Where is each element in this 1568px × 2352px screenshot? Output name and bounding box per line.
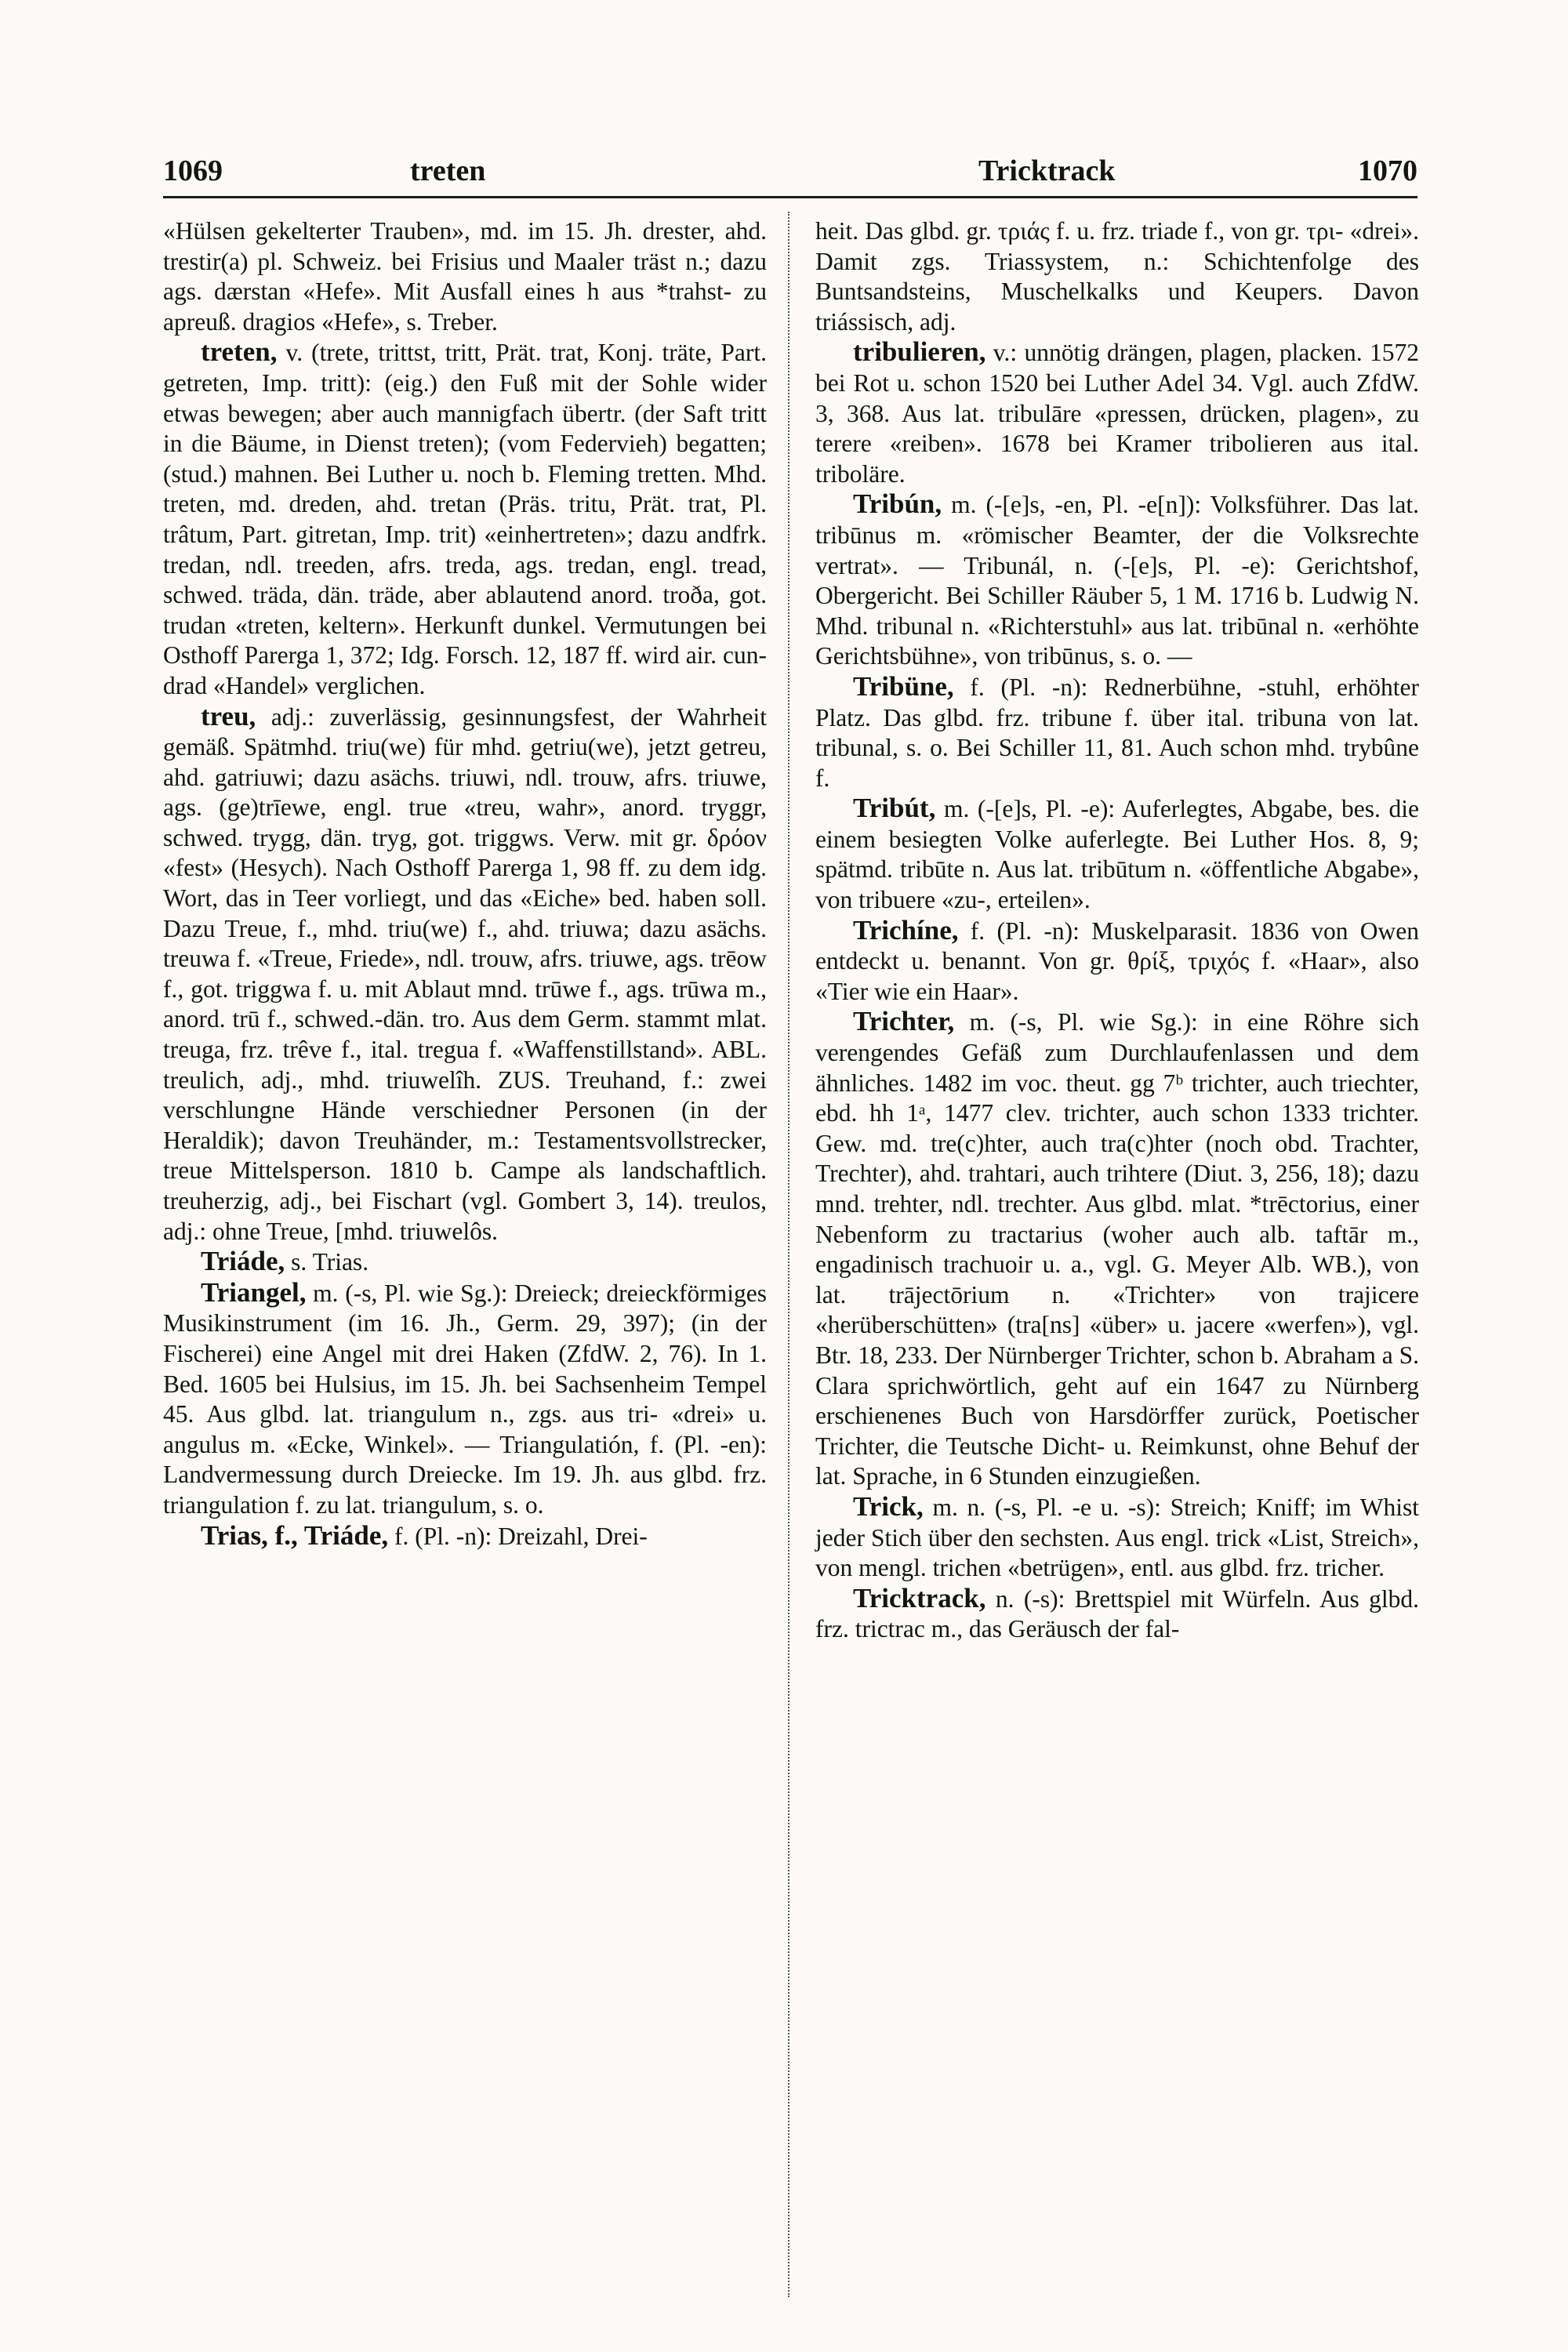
entry [163,1247,767,1278]
entry-text: f. (Pl. -n): Muskelparasit. 1836 von Owen entdeckt u. benannt. Von gr. θρίξ, τριχός f. «Haar», also «Tier wie ein Haar». [815,916,1419,1005]
entry-headword: Triangel, [201,1276,307,1308]
entry-headword: treu, [201,700,256,731]
entry [163,1278,767,1521]
entry [815,216,1419,337]
entry-headword: Trias, f., Triáde, [201,1519,389,1551]
right-page-number: 1070 [1358,154,1417,187]
entry [163,216,767,337]
entry-headword: Trichíne, [853,914,959,946]
entry [163,337,767,701]
running-header [163,149,1417,196]
entry-text: f. (Pl. -n): Rednerbühne, -stuhl, erhöhter Platz. Das glbd. frz. tribune f. über ital. tribuna von lat. tribunal, s. o. Bei Schiller 11, 81. Auch schon mhd. trybûne f. [815,673,1419,792]
entry-text: s. Trias. [285,1248,369,1276]
entry-headword: Trichter, [853,1006,955,1037]
left-running-word: treten [410,154,486,187]
entry [163,1521,767,1552]
entry-text: adj.: zuverlässig, gesinnungsfest, der Wahrheit gemäß. Spätmhd. triu(we) für mhd. getriu(we), jetzt getreu, ahd. gatriuwi; dazu asächs. triuwi, ndl. trouw, afrs. triuwe, ags. (ge)trīewe, engl. true «treu, wahr», anord. tryggr, schwed. trygg, dän. tryg, got. triggws. Verw. mit gr. δρόον «fest» (Hesych). Nach Osthoff Parerga 1, 98 ff. zu dem idg. Wort, das in Teer vorliegt, und das «Eiche» bed. haben soll. Dazu Treue, f., mhd. triu(we) f., ahd. triuwa; dazu asächs. treuwa f. «Treue, Friede», ndl. trouw, afrs. triuwe, ags. trēow f., got. triggwa f. u. mit Ablaut mnd. trūwe f., ags. trūwa m., anord. trū f., schwed.-dän. tro. Aus dem Germ. stammt mlat. treuga, frz. trêve f., ital. tregua f. «Waffenstillstand». ABL. treulich, adj., mhd. triuwelîh. ZUS. Treuhand, f.: zwei verschlungne Hände verschiedner Personen (in der Heraldik); davon Treuhänder, m.: Testamentsvollstrecker, treue Mittelsperson. 1810 b. Campe als landschaftlich. treuherzig, adj., bei Fischart (vgl. Gombert 3, 14). treulos, adj.: ohne Treue, [mhd. triuwelôs. [163,702,767,1245]
entry-headword: Tribüne, [853,670,954,702]
right-column [815,216,1419,1645]
entry-text: v. (trete, trittst, tritt, Prät. trat, Konj. träte, Part. getreten, Imp. tritt): (eig.) den Fuß mit der Sohle wider etwas bewegen; aber auch mannigfach übertr. (der Saft tritt in die Bäume, in Dienst treten); (vom Federvieh) begatten; (stud.) mahnen. Bei Luther u. noch b. Fleming tretten. Mhd. treten, md. dreden, ahd. tretan (Präs. tritu, Prät. trat, Pl. trâtum, Part. gitretan, Imp. trit) «einhertreten»; dazu andfrk. tredan, ndl. treeden, afrs. treda, ags. tredan, engl. tread, schwed. träda, dän. träde, aber ablautend anord. troða, got. trudan «treten, keltern». Herkunft dunkel. Vermutungen bei Osthoff Parerga 1, 372; Idg. Forsch. 12, 187 ff. wird air. cun-drad «Handel» verglichen. [163,339,767,699]
entry-text: f. (Pl. -n): Dreizahl, Drei- [388,1522,648,1550]
left-page-number: 1069 [163,154,223,187]
entry-headword: Triáde, [201,1246,285,1277]
entry-text: m. (-[e]s, -en, Pl. -e[n]): Volksführer. Das lat. tribūnus m. «römischer Beamter, der die Volksrechte vertrat». — Tribunál, n. (-[e]s, Pl. -e): Gerichtshof, Obergericht. Bei Schiller Räuber 5, 1 M. 1716 b. Ludwig N. Mhd. tribunal n. «Richterstuhl» aus lat. tribūnal n. «erhöhte Gerichtsbühne», von tribūnus, s. o. — [815,491,1419,670]
entry [815,916,1419,1007]
column-divider [788,212,789,2297]
entry-text: v.: unnötig drängen, plagen, placken. 1572 bei Rot u. schon 1520 bei Luther Adel 34. Vgl. auch ZfdW. 3, 368. Aus lat. tribulāre «pressen, drücken, plagen», zu terere «reiben». 1678 bei Kramer tribolieren aus ital. triboläre. [815,339,1419,488]
entry [815,1584,1419,1645]
entry-headword: Tribút, [853,793,936,824]
header-rule [163,196,1417,198]
entry [815,1492,1419,1584]
entry-text: «Hülsen gekelterter Trauben», md. im 15. Jh. drester, ahd. trestir(a) pl. Schweiz. bei Frisius und Maaler träst n.; dazu ags. dærstan «Hefe». Mit Ausfall eines h aus *trahst- zu apreuß. dragios «Hefe», s. Treber. [163,217,767,336]
entry-text: m. (-s, Pl. wie Sg.): in eine Röhre sich verengendes Gefäß zum Durchlaufenlassen und dem ähnliches. 1482 im voc. theut. gg 7ᵇ trichter, auch triechter, ebd. hh 1ᵃ, 1477 clev. trichter, auch schon 1333 trichter. Gew. md. tre(c)hter, auch tra(c)hter (noch obd. Trachter, Trechter), ahd. trahtari, auch trihtere (Diut. 3, 256, 18); dazu mnd. trehter, ndl. trechter. Aus glbd. mlat. *trēctorius, einer Nebenform zu tractarius (woher auch alb. taftār m., engadinisch trachuoir u. a., vgl. G. Meyer Alb. WB.), von lat. trājectōrium n. «Trichter» von trajicere «herüberschütten» (tra[ns] «über» u. jacere «werfen»), vgl. Btr. 18, 233. Der Nürnberger Trichter, schon b. Abraham a S. Clara sprichwörtlich, geht auf ein 1647 zu Nürnberg erschienenes Buch von Harsdörffer zurück, Poetischer Trichter, die Teutsche Dicht- u. Reimkunst, ohne Behuf der lat. Sprache, in 6 Stunden einzugießen. [815,1008,1419,1490]
right-running-word: Tricktrack [978,154,1116,187]
entry-headword: Tricktrack, [853,1582,986,1613]
entry-headword: tribulieren, [853,336,986,368]
entry [815,793,1419,915]
entry-headword: Trick, [853,1490,924,1522]
entry-text: m. (-s, Pl. wie Sg.): Dreieck; dreieckförmiges Musikinstrument (im 16. Jh., Germ. 29, 397); (in der Fischerei) eine Angel mit drei Haken (ZfdW. 2, 76). In 1. Bed. 1605 bei Hulsius, im 15. Jh. bei Sachsenheim Tempel 45. Aus glbd. lat. triangulum n., zgs. aus tri- «drei» u. angulus m. «Ecke, Winkel». — Triangulatión, f. (Pl. -en): Landvermessung durch Dreiecke. Im 19. Jh. aus glbd. frz. triangulation f. zu lat. triangulum, s. o. [163,1279,767,1519]
entry-headword: Tribún, [853,488,942,520]
entry-text: n. (-s): Brettspiel mit Würfeln. Aus glbd. frz. trictrac m., das Geräusch der fal- [815,1584,1419,1643]
entry-text: m. n. (-s, Pl. -e u. -s): Streich; Kniff; im Whist jeder Stich über den sechsten. Aus engl. trick «List, Streich», von mengl. trichen «betrügen», entl. aus glbd. frz. tricher. [815,1493,1419,1582]
entry-headword: treten, [201,336,278,368]
entry [163,702,767,1247]
entry-text: heit. Das glbd. gr. τριάς f. u. frz. triade f., von gr. τρι- «drei». Damit zgs. Triassystem, n.: Schichtenfolge des Buntsandsteins, Muschelkalks und Keupers. Davon triássisch, adj. [815,217,1419,336]
entry [815,337,1419,489]
entry [815,489,1419,672]
left-column [163,216,767,1552]
entry-text: m. (-[e]s, Pl. -e): Auferlegtes, Abgabe, bes. die einem besiegten Volke auferlegte. Bei Luther Hos. 8, 9; spätmd. tribūte n. Aus lat. tribūtum n. «öffentliche Abgabe», von tribuere «zu-, erteilen». [815,795,1419,914]
entry [815,1007,1419,1492]
entry [815,672,1419,793]
